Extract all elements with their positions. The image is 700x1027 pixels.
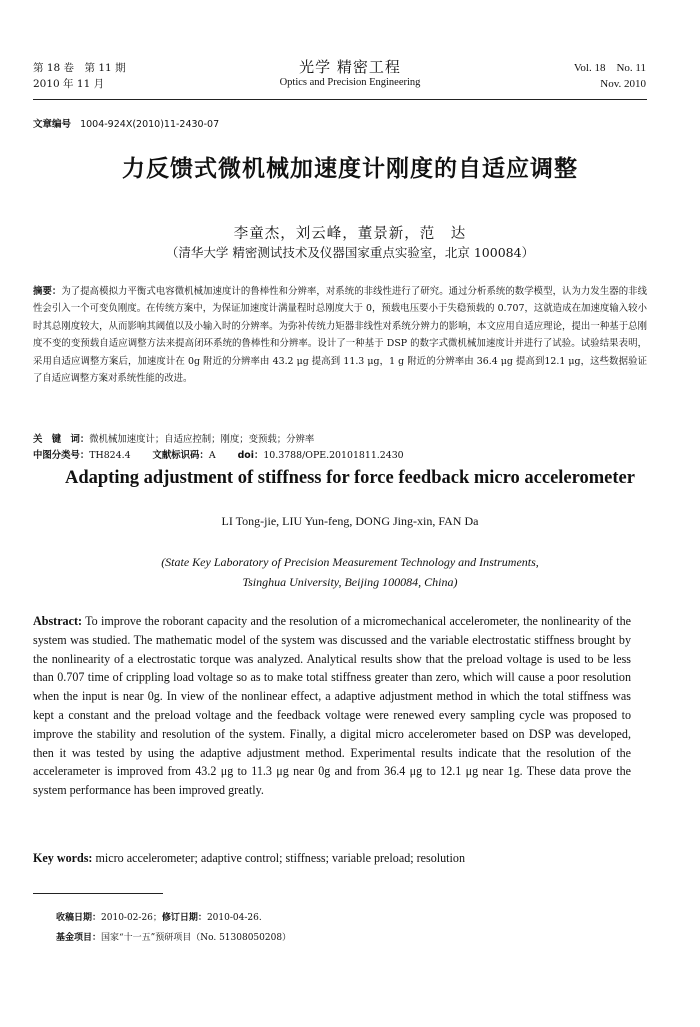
clc-value: TH824.4 — [89, 450, 131, 461]
fund-value: 国家“十一五”预研项目（No. 51308050208） — [101, 933, 292, 943]
keywords-en-label: Key words: — [33, 851, 93, 865]
footnote-divider — [33, 893, 163, 894]
doc-code-value: A — [208, 450, 216, 461]
footnote — [56, 908, 291, 948]
date-zh: 2010 年 11 月 — [33, 78, 105, 90]
abstract-en — [33, 612, 631, 800]
keywords-zh — [33, 432, 404, 448]
title-en: Adapting adjustment of stiffness for force feedback micro accelerometer — [65, 468, 635, 488]
keywords-en — [33, 851, 647, 866]
journal-title-en: Optics and Precision Engineering — [279, 77, 421, 88]
keywords-en-text: micro accelerometer; adaptive control; stiffness; variable preload; resolution — [95, 851, 465, 865]
header-volume-en — [574, 60, 646, 92]
keywords-zh-label: 关 键 词： — [33, 434, 90, 445]
doi-label: doi： — [237, 450, 264, 461]
journal-title-zh: 光学 精密工程 — [299, 58, 401, 76]
fund-label: 基金项目： — [56, 933, 102, 943]
abstract-en-text: To improve the roborant capacity and the resolution of a micromechanical accelerometer, the nonlinearity of the system was studied. The mathematic model of the system was discussed and the variable electrostatic stiffness brought by the nonlinearity of a electrostatic torque was analyzed. Analytical results show that the preload voltage is used to be less than 0.707 time of crippling load voltage so as to make total stiffness greater than zero, which will cause a poor resolution when the input is near 0g. In view of the nonlinear effect, a adaptive adjustment method in which the total stiffness was kept a constant and the preload voltage and the feedback voltage were renewed every sampling cycle was proposed to improve the stability and resolution of the system. Finally, a digital micro accelerometer based on DSP was developed, then it was tested by using the adaptive adjustment method. Experimental results indicate that the resolution of the accelerameter is improved from 43.2 μg to 11.3 μg near 0g and from 36.4 μg to 12.1 μg near 1g. These data prove the system performance has been improved greatly. — [33, 614, 631, 798]
authors-zh: 李童杰，刘云峰，董景新，范 达 — [233, 226, 467, 242]
meta-zh — [33, 432, 404, 464]
received-value: 2010-02-26； — [101, 913, 162, 923]
volume-issue-en: Vol. 18 No. 11 — [573, 62, 646, 74]
clc-label: 中图分类号： — [33, 450, 90, 461]
abstract-zh — [33, 283, 647, 387]
header-divider — [33, 99, 647, 100]
date-en: Nov. 2010 — [600, 78, 646, 90]
article-number-value: 1004-924X(2010)11-2430-07 — [80, 119, 220, 130]
affiliation-en — [0, 552, 700, 592]
article-number — [33, 116, 219, 130]
revised-value: 2010-04-26. — [206, 913, 262, 923]
volume-issue-zh: 第 18 卷 第 11 期 — [33, 62, 126, 74]
article-number-label: 文章编号 — [33, 119, 72, 130]
dates-line — [56, 908, 291, 928]
keywords-zh-text: 微机械加速度计；自适应控制；刚度；变预载；分辨率 — [89, 434, 315, 445]
abstract-zh-label: 摘要： — [33, 286, 62, 297]
abstract-zh-text: 为了提高模拟力平衡式电容微机械加速度计的鲁棒性和分辨率，对系统的非线性进行了研究。通过分析系统的数学模型，认为力发生器的非线性会引入一个可变负刚度。在传统方案中，为保证加速度计满量程时总刚度大于 0，预载电压要小于失稳预载的 0.707，这就造成在加速度输入较小时其总刚度较大，从而影响其阈值以及小输入时的分辨率。为弥补传统力矩器非线性对系统分辨力的影响，本文应用自适应理论，提出一种基于总刚度不变的变预载自适应调整方法来提高闭环系统的鲁棒性和分辨率。设计了一种基于 DSP 的数字式微机械加速度计并进行了试验。试验结果表明，采用自适应调整方案后，加速度计在 0g 附近的分辨率由 43.2 μg 提高到 11.3 μg，1 g 附近的分辨率由 36.4 μg 提高到12.1 μg，这些数据验证了自适应调整方案对系统性能的改进。 — [33, 286, 647, 385]
doc-code-label: 文献标识码： — [152, 450, 209, 461]
affiliation-en-line2: Tsinghua University, Beijing 100084, China) — [242, 575, 458, 589]
doi-value: 10.3788/OPE.20101811.2430 — [263, 450, 404, 461]
abstract-en-label: Abstract: — [33, 614, 83, 628]
fund-line — [56, 928, 291, 948]
title-zh: 力反馈式微机械加速度计刚度的自适应调整 — [122, 156, 578, 182]
authors-en: LI Tong-jie, LIU Yun-feng, DONG Jing-xin, FAN Da — [221, 514, 479, 528]
affiliation-zh: （清华大学 精密测试技术及仪器国家重点实验室，北京 100084） — [165, 245, 535, 260]
classification-line — [33, 448, 404, 464]
affiliation-en-line1: (State Key Laboratory of Precision Measurement Technology and Instruments, — [161, 555, 539, 569]
revised-label: 修订日期： — [161, 913, 207, 923]
received-label: 收稿日期： — [56, 913, 102, 923]
